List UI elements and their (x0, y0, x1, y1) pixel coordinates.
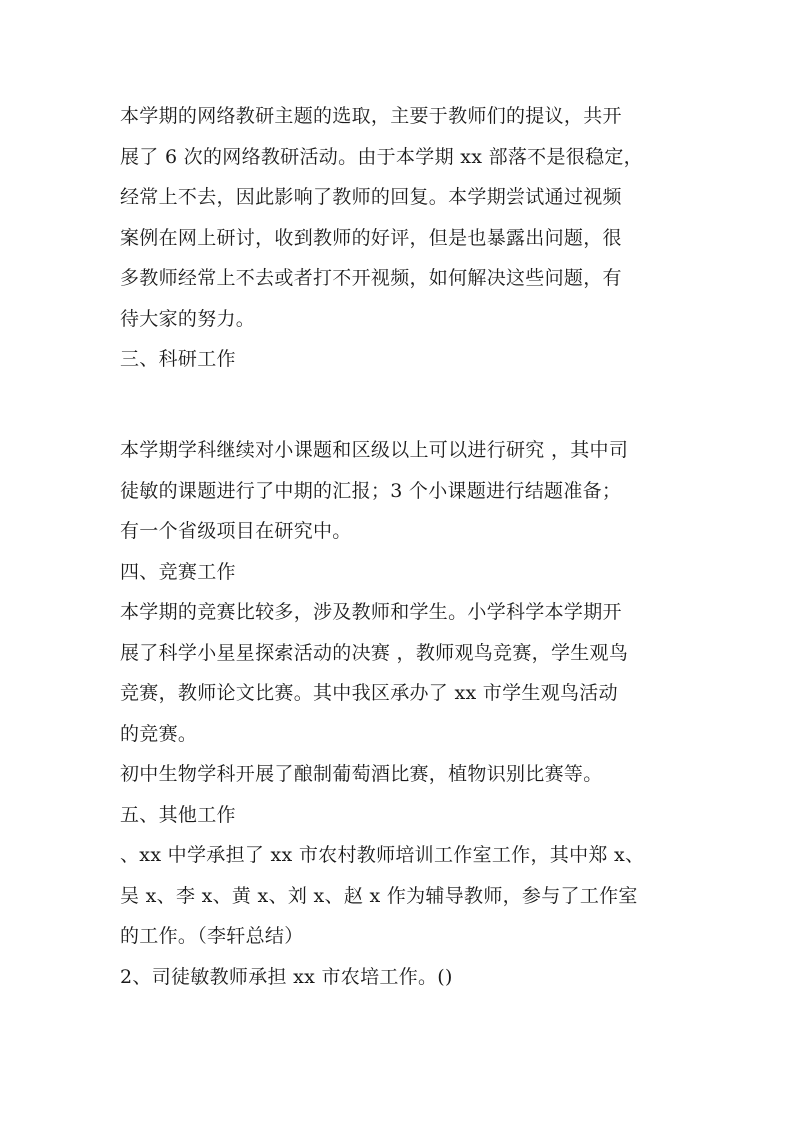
paragraph-line: 吴 x、李 x、黄 x、刘 x、赵 x 作为辅导教师，参与了工作室 (120, 884, 638, 907)
paragraph-line: 有一个省级项目在研究中。 (120, 520, 352, 542)
section-heading-research: 三、科研工作 (120, 348, 236, 370)
paragraph-line: 经常上不去，因此影响了教师的回复。本学期尝试通过视频 (120, 186, 622, 208)
section-heading-other: 五、其他工作 (120, 803, 236, 826)
paragraph-line: 初中生物学科开展了酿制葡萄酒比赛，植物识别比赛等。 (120, 763, 603, 785)
paragraph-line: 、xx 中学承担了 xx 市农村教师培训工作室工作，其中郑 x、 (120, 844, 645, 866)
paragraph-line: 的工作。（李轩总结） (120, 925, 304, 947)
paragraph-line: 竞赛，教师论文比赛。其中我区承办了 xx 市学生观鸟活动 (120, 682, 618, 704)
paragraph-line: 的竞赛。 (120, 722, 198, 745)
paragraph-line: 展了科学小星星探索活动的决赛 ，教师观鸟竞赛，学生观鸟 (120, 641, 629, 664)
paragraph-research-work (120, 430, 690, 997)
section-heading-competition: 四、竞赛工作 (120, 560, 236, 583)
paragraph-line: 本学期学科继续对小课题和区级以上可以进行研究 ，其中司 (120, 439, 629, 461)
paragraph-line: 2、司徒敏教师承担 xx 市农培工作。() (120, 965, 453, 988)
paragraph-line: 本学期的网络教研主题的选取，主要于教师们的提议，共开 (120, 105, 622, 127)
paragraph-line: 案例在网上研讨，收到教师的好评，但是也暴露出问题，很 (120, 226, 622, 249)
paragraph-line: 待大家的努力。 (120, 307, 256, 330)
paragraph-line: 本学期的竞赛比较多，涉及教师和学生。小学科学本学期开 (120, 601, 622, 623)
paragraph-network-research (120, 96, 690, 380)
paragraph-line: 展了 6 次的网络教研活动。由于本学期 xx 部落不是很稳定， (120, 145, 643, 168)
paragraph-line: 多教师经常上不去或者打不开视频，如何解决这些问题，有 (120, 267, 622, 289)
paragraph-line: 徒敏的课题进行了中期的汇报；3 个小课题进行结题准备； (120, 479, 622, 502)
